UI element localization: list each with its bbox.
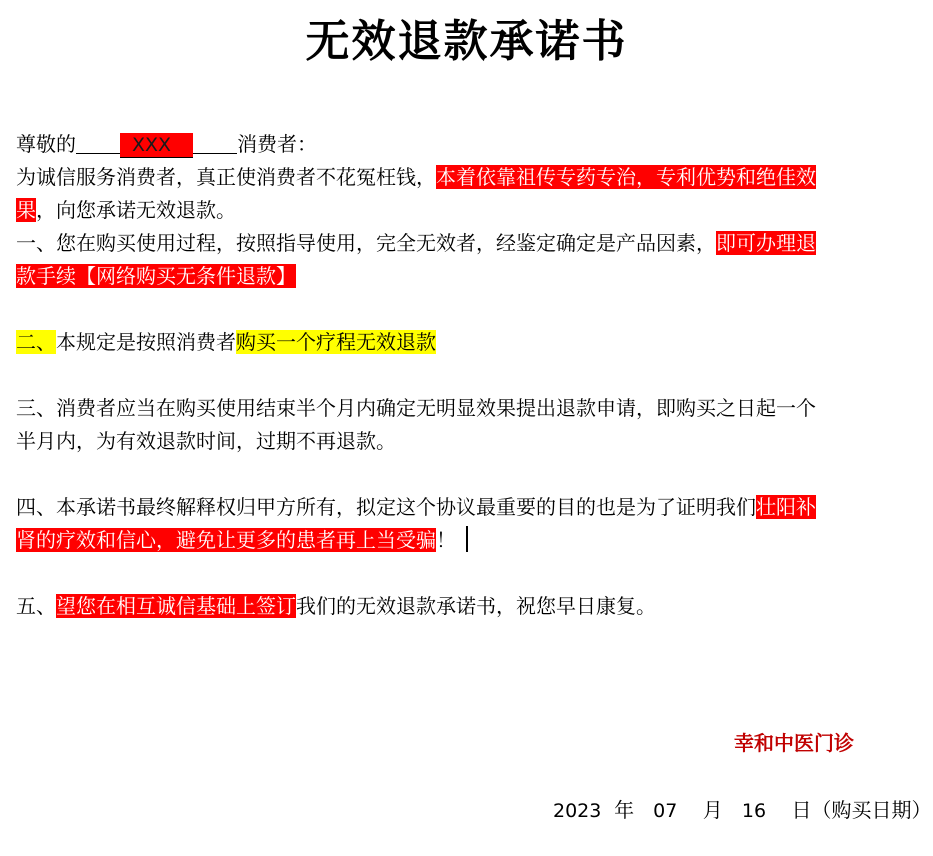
spacer <box>16 458 911 491</box>
text-cursor <box>466 526 468 552</box>
item2-line <box>16 326 911 359</box>
spacer <box>16 293 911 326</box>
item1-line-1 <box>16 227 911 260</box>
item4-highlight-cont: 肾的疗效和信心，避免让更多的患者再上当受骗 <box>16 528 436 552</box>
date-year-label: 年 <box>614 798 635 822</box>
item2-number: 二、 <box>16 330 56 354</box>
underline-blank-right <box>193 131 237 154</box>
item3-line-2: 半月内，为有效退款时间，过期不再退款。 <box>16 429 396 453</box>
item5-line <box>16 590 911 623</box>
salutation-line <box>16 128 911 161</box>
consumer-name-field[interactable]: XXX <box>120 133 193 158</box>
item2-text: 本规定是按照消费者 <box>56 330 236 354</box>
item4-text: 四、本承诺书最终解释权归甲方所有，拟定这个协议最重要的目的也是为了证明我们 <box>16 495 756 519</box>
date-note: （购买日期） <box>811 798 932 822</box>
spacer <box>16 557 911 590</box>
document-body <box>16 128 911 623</box>
intro-line-1 <box>16 161 911 194</box>
item4-line-2 <box>16 524 911 557</box>
date-day-label: 日 <box>791 798 812 822</box>
document-title: 无效退款承诺书 <box>305 16 628 67</box>
item3-line-1: 三、消费者应当在购买使用结束半个月内确定无明显效果提出退款申请，即购买之日起一个 <box>16 396 816 420</box>
intro-text-end: ，向您承诺无效退款。 <box>36 198 236 222</box>
salutation-suffix: 消费者： <box>237 132 318 156</box>
item5-number: 五、 <box>16 594 56 618</box>
item2-highlight: 购买一个疗程无效退款 <box>236 330 436 354</box>
date-day: 16 <box>741 800 767 822</box>
salutation-prefix: 尊敬的 <box>16 132 76 156</box>
item1-text: 一、您在购买使用过程，按照指导使用，完全无效者，经鉴定确定是产品因素， <box>16 231 716 255</box>
item1-highlight-cont: 款手续【网络购买无条件退款】 <box>16 264 296 288</box>
intro-line-2 <box>16 194 911 227</box>
item1-line-2 <box>16 260 911 293</box>
date-month-label: 月 <box>702 798 723 822</box>
item5-text: 我们的无效退款承诺书，祝您早日康复。 <box>296 594 656 618</box>
clinic-signature: 幸和中医门诊 <box>734 731 854 755</box>
intro-highlight: 本着依靠祖传专药专治，专利优势和绝佳效 <box>436 165 816 189</box>
date-year: 2023 <box>553 800 602 822</box>
item4-line-1 <box>16 491 911 524</box>
underline-blank-left <box>76 131 120 154</box>
intro-text: 为诚信服务消费者，真正使消费者不花冤枉钱， <box>16 165 436 189</box>
item1-highlight: 即可办理退 <box>716 231 816 255</box>
intro-highlight-cont: 果 <box>16 198 36 222</box>
item4-highlight: 壮阳补 <box>756 495 816 519</box>
date-month: 07 <box>653 800 678 822</box>
purchase-date <box>553 795 931 826</box>
spacer <box>16 359 911 392</box>
item5-highlight: 望您在相互诚信基础上签订 <box>56 594 296 618</box>
item4-text-end: ！ <box>436 528 456 552</box>
